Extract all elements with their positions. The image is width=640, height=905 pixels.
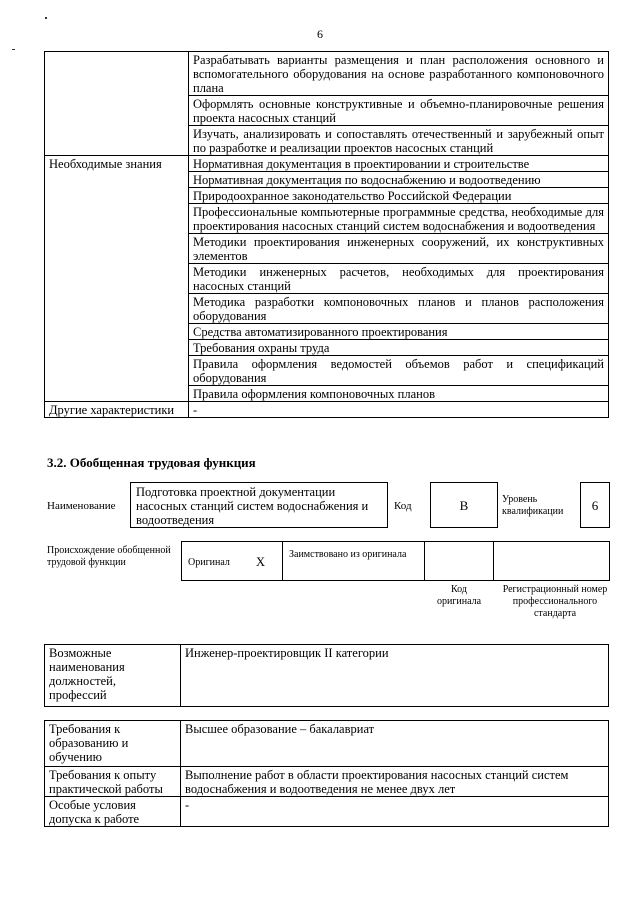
knowledge-item: Правила оформления компоновочных планов: [189, 386, 609, 402]
origin-divider: [282, 541, 283, 581]
req-label: Особые условия допуска к работе: [45, 797, 181, 827]
knowledge-item: Методики инженерных расчетов, необходимых для проектирования насосных станций: [189, 264, 609, 294]
original-label: Оригинал: [188, 557, 230, 568]
skill-item: Оформлять основные конструктивные и объемно-планировочные решения проекта насосных станций: [189, 96, 609, 126]
knowledge-item: Методика разработки компоновочных планов и планов расположения оборудования: [189, 294, 609, 324]
origin-divider: [493, 541, 494, 581]
code-original-caption: Код оригинала: [436, 584, 482, 607]
req-label: Требования к опыту практической работы: [45, 767, 181, 797]
knowledge-item: Средства автоматизированного проектирования: [189, 324, 609, 340]
level-box: [580, 482, 610, 528]
row-label-knowledge: Необходимые знания: [45, 156, 189, 402]
skill-item: Разрабатывать варианты размещения и план расположения основного и вспомогательного оборудования на основе разработанного компоновочного плана: [189, 52, 609, 96]
req-value: Высшее образование – бакалавриат: [181, 721, 609, 767]
function-name: Подготовка проектной документации насосных станций систем водоснабжения и водоотведения: [136, 485, 369, 527]
code-box: [430, 482, 498, 528]
requirements-table: [44, 720, 609, 827]
knowledge-item: Нормативная документация по водоснабжению и водоотведению: [189, 172, 609, 188]
row-label: [45, 52, 189, 156]
table-row: [45, 156, 609, 172]
knowledge-item: Требования охраны труда: [189, 340, 609, 356]
knowledge-item: Природоохранное законодательство Российской Федерации: [189, 188, 609, 204]
skill-item: Изучать, анализировать и сопоставлять отечественный и зарубежный опыт по разработке и реализации проектов насосных станций: [189, 126, 609, 156]
level-value: 6: [591, 498, 599, 513]
knowledge-item: Нормативная документация в проектировании и строительстве: [189, 156, 609, 172]
original-mark: X: [256, 555, 266, 569]
reg-number-caption: Регистрационный номер профессионального стандарта: [502, 584, 608, 619]
req-label: Требования к образованию и обучению: [45, 721, 181, 767]
row-label-other: Другие характеристики: [45, 402, 189, 418]
scan-speck: [45, 17, 47, 19]
positions-table: [44, 644, 609, 707]
table-row: [45, 721, 609, 767]
section-heading: 3.2. Обобщенная трудовая функция: [47, 455, 256, 470]
borrowed-label: Заимствовано из оригинала: [289, 549, 407, 560]
skills-knowledge-table: [44, 51, 609, 418]
table-row: [45, 402, 609, 418]
knowledge-item: Методики проектирования инженерных сооружений, их конструктивных элементов: [189, 234, 609, 264]
table-row: [45, 767, 609, 797]
req-value: Выполнение работ в области проектирования насосных станций систем водоснабжения и водоотведения не менее двух лет: [181, 767, 609, 797]
positions-label: Возможные наименования должностей, профессий: [45, 645, 181, 707]
req-value: -: [181, 797, 609, 827]
knowledge-item: Профессиональные компьютерные программные средства, необходимые для проектирования насосных станций систем водоснабжения и водоотведения: [189, 204, 609, 234]
code-label: Код: [394, 500, 412, 512]
positions-value: Инженер-проектировщик II категории: [181, 645, 609, 707]
function-name-box: [130, 482, 388, 528]
page-number: 6: [317, 27, 323, 41]
table-row: [45, 645, 609, 707]
knowledge-item: Правила оформления ведомостей объемов работ и спецификаций оборудования: [189, 356, 609, 386]
code-value: B: [459, 498, 469, 513]
other-item: -: [189, 402, 609, 418]
origin-table: [181, 541, 610, 581]
scan-speck: [12, 49, 15, 50]
table-row: [45, 52, 609, 96]
level-label: Уровень квалификации: [502, 494, 564, 517]
origin-label: Происхождение обобщенной трудовой функции: [47, 545, 171, 568]
name-label: Наименование: [47, 500, 116, 512]
origin-divider: [424, 541, 425, 581]
table-row: [45, 797, 609, 827]
